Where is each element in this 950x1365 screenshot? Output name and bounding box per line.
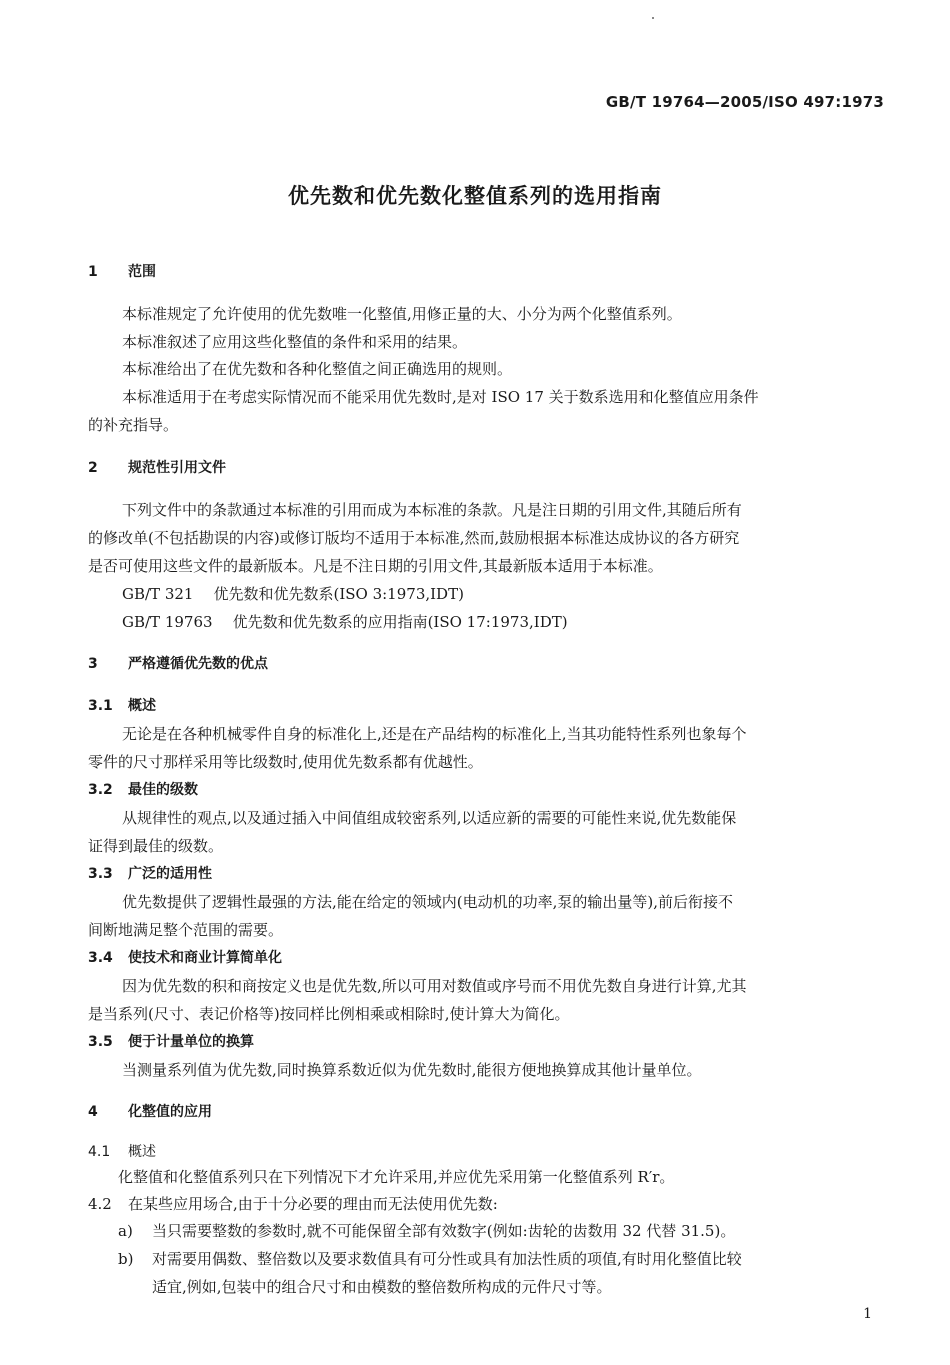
paragraph-continuation: 零件的尺寸那样采用等比级数时,使用优先数系都有优越性。: [88, 753, 483, 771]
paragraph: 下列文件中的条款通过本标准的引用而成为本标准的条款。凡是注日期的引用文件,其随后所有: [122, 501, 742, 519]
paragraph: 化整值和化整值系列只在下列情况下才允许采用,并应优先采用第一化整值系列 R′r。: [118, 1168, 675, 1186]
subsection-title: 最佳的级数: [128, 782, 198, 798]
normative-reference: [122, 611, 568, 632]
subsection-number: 3.4: [88, 950, 113, 966]
list-item: [118, 1220, 735, 1241]
paragraph: 无论是在各种机械零件自身的标准化上,还是在产品结构的标准化上,当其功能特性系列也象每个: [122, 725, 747, 743]
subsection-title: 概述: [128, 698, 156, 714]
list-marker: a): [118, 1222, 133, 1240]
normative-reference: [122, 583, 464, 604]
paragraph: 本标准给出了在优先数和各种化整值之间正确选用的规则。: [122, 360, 513, 378]
subsection-title: 便于计量单位的换算: [128, 1034, 254, 1050]
standard-code: GB/T 19764—2005/ISO 497:1973: [605, 93, 884, 111]
subsection-number: 3.5: [88, 1034, 113, 1050]
subsection-3-3-heading: [88, 863, 212, 883]
section-number: 3: [88, 656, 98, 672]
document-title: 优先数和优先数化整值系列的选用指南: [288, 184, 662, 208]
paragraph: 本标准适用于在考虑实际情况而不能采用优先数时,是对 ISO 17 关于数系选用和化整值应用条件: [122, 388, 759, 406]
paragraph: 因为优先数的积和商按定义也是优先数,所以可用对数值或序号而不用优先数自身进行计算,尤其: [122, 977, 747, 995]
page-number: 1: [863, 1306, 872, 1322]
list-item: [118, 1248, 742, 1269]
paragraph-continuation: 证得到最佳的级数。: [88, 837, 224, 855]
subsection-3-2-heading: [88, 779, 198, 799]
subsection-number: 3.1: [88, 698, 113, 714]
subsection-4-2: [88, 1193, 498, 1214]
list-item-text: 当只需要整数的参数时,就不可能保留全部有效数字(例如:齿轮的齿数用 32 代替 31.5)。: [152, 1222, 736, 1240]
section-number: 2: [88, 460, 98, 476]
subsection-3-5-heading: [88, 1031, 254, 1051]
paragraph: 优先数提供了逻辑性最强的方法,能在给定的领域内(电动机的功率,泵的输出量等),前后衔接不: [122, 893, 734, 911]
paragraph: 从规律性的观点,以及通过插入中间值组成较密系列,以适应新的需要的可能性来说,优先数能保: [122, 809, 737, 827]
subsection-number: 3.3: [88, 866, 113, 882]
subsection-number: 4.1: [88, 1144, 111, 1160]
section-title: 严格遵循优先数的优点: [128, 656, 268, 672]
subsection-number: 4.2: [88, 1195, 112, 1213]
list-item-continuation: 适宜,例如,包装中的组合尺寸和由模数的整倍数所构成的元件尺寸等。: [152, 1278, 612, 1296]
section-number: 4: [88, 1104, 98, 1120]
subsection-4-1-heading: [88, 1141, 156, 1161]
section-4-heading: [88, 1101, 212, 1121]
paragraph: 当测量系列值为优先数,同时换算系数近似为优先数时,能很方便地换算成其他计量单位。: [122, 1061, 702, 1079]
paragraph: 本标准规定了允许使用的优先数唯一化整值,用修正量的大、小分为两个化整值系列。: [122, 305, 682, 323]
subsection-number: 3.2: [88, 782, 113, 798]
paragraph-continuation: 是否可使用这些文件的最新版本。凡是不注日期的引用文件,其最新版本适用于本标准。: [88, 557, 663, 575]
paragraph: 本标准叙述了应用这些化整值的条件和采用的结果。: [122, 333, 468, 351]
section-title: 规范性引用文件: [128, 460, 226, 476]
subsection-title: 概述: [128, 1144, 156, 1160]
section-title: 范围: [128, 264, 156, 280]
paragraph-continuation: 间断地满足整个范围的需要。: [88, 921, 284, 939]
section-title: 化整值的应用: [128, 1104, 212, 1120]
reference-title: 优先数和优先数系的应用指南(ISO 17:1973,IDT): [232, 613, 568, 631]
section-1-heading: [88, 261, 156, 281]
section-3-heading: [88, 653, 268, 673]
scan-speck: [652, 17, 654, 19]
list-item-text: 对需要用偶数、整倍数以及要求数值具有可分性或具有加法性质的项值,有时用化整值比较: [152, 1250, 742, 1268]
list-marker: b): [118, 1250, 134, 1268]
reference-title: 优先数和优先数系(ISO 3:1973,IDT): [213, 585, 464, 603]
section-number: 1: [88, 264, 98, 280]
section-2-heading: [88, 457, 226, 477]
subsection-text: 在某些应用场合,由于十分必要的理由而无法使用优先数:: [128, 1195, 498, 1213]
subsection-3-4-heading: [88, 947, 282, 967]
subsection-3-1-heading: [88, 695, 156, 715]
reference-code: GB/T 321: [122, 585, 194, 603]
paragraph-continuation: 的补充指导。: [88, 416, 179, 434]
subsection-title: 广泛的适用性: [128, 866, 212, 882]
paragraph-continuation: 是当系列(尺寸、表记价格等)按同样比例相乘或相除时,使计算大为简化。: [88, 1005, 570, 1023]
subsection-title: 使技术和商业计算简单化: [128, 950, 282, 966]
reference-code: GB/T 19763: [122, 613, 213, 631]
paragraph-continuation: 的修改单(不包括勘误的内容)或修订版均不适用于本标准,然而,鼓励根据本标准达成协议的各方研究: [88, 529, 740, 547]
